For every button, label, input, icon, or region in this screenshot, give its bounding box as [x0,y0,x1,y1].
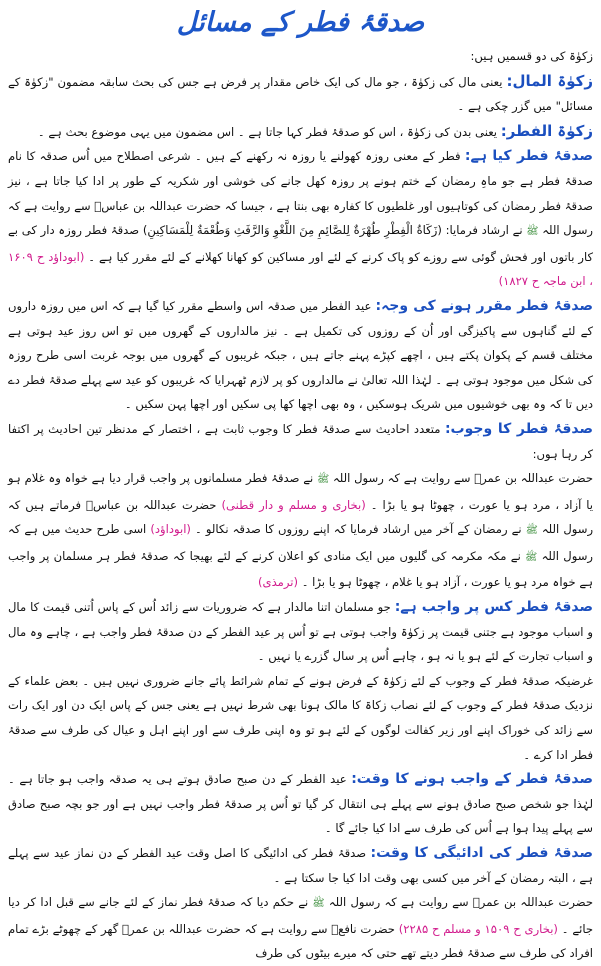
payment-heading: صدقۂ فطر کی ادائیگی کا وقت: [370,845,594,861]
obligation-hadith-paragraph [8,466,593,595]
payment-last-line: حضرت نافعؒ سے روایت ہے کہ حضرت عبداللہ بن عمرؓ گھر کے چھوٹے بڑے تمام افراد کی طرف سے صدقۂ فطر دیتے تھے حتی کہ میرے بیٹوں کی طرف [8,921,593,961]
hadith-2-part-b: نے رمضان کے آخر میں ارشاد فرمایا کہ اپنے روزوں کا صدقہ نکالو ۔ [195,522,522,537]
zakat-mal-paragraph [8,69,593,119]
hadith-1-part-b: نے صدقۂ فطر مسلمانوں پر واجب قرار دیا ہے خواہ وہ غلام ہو یا آزاد ، مرد ہو یا عورت ، چھوٹا ہو یا بڑا ۔ [8,471,594,512]
salla-icon: ﷺ [525,525,538,537]
zakat-mal-heading: زکوٰۃ المال: [506,71,594,90]
zakat-fitr-heading: زکوٰۃ الفطر: [500,121,593,140]
obligation-paragraph [8,417,593,466]
payment-hadith-reference: (بخاری ح ۱۵۰۹ و مسلم ح ۲۲۸۵) [398,921,558,936]
when-paragraph [8,767,593,841]
salla-icon: ﷺ [525,551,538,563]
hadith-2-reference: (ابوداؤد) [150,522,191,537]
payment-hadith-part-b: نے حکم دیا کہ صدقۂ فطر نماز کے لئے جانے سے قبل ادا کر دیا جائے ۔ [8,895,594,936]
what-paragraph [8,144,593,294]
whom-paragraph-2: غرضیکہ صدقۂ فطر کے وجوب کے لئے زکوٰۃ کے فرض ہونے کے تمام شرائط پائے جانے ضروری نہیں ہیں ۔ بعض علماء کے نزدیک صدقۂ فطر کے وجوب کے لئے نصاب زکاۃ کا مالک ہونا بھی شرط نہیں ہے یعنی جس کے پاس ایک دن اور ایک رات سے زائد کی خوراک اپنے اور زیر کفالت لوگوں کے لئے ہو تو وہ اپنی طرف سے اور اپنے اہل و عیال کی طرف سے صدقۂ فطر ادا کرے ۔ [8,673,593,762]
salla-icon: ﷺ [526,226,539,238]
payment-hadith-paragraph [8,890,593,966]
obligation-heading: صدقۂ فطر کا وجوب: [444,420,594,437]
what-reference: (ابوداؤد ح ۱۶۰۹ ، ابن ماجہ ح ۱۸۲۷) [8,249,593,289]
payment-hadith-part-a: حضرت عبداللہ بن عمرؓ سے روایت ہے کہ رسول اللہ [328,895,594,910]
why-heading: صدقۂ فطر مقرر ہونے کی وجہ: [375,297,594,314]
what-text-1: فطر کے معنی روزہ کھولنے یا روزہ نہ رکھنے کے ہیں ۔ شرعی اصطلاح میں اُس صدقہ کا نام صدقۂ فطر ہے جو ماہِ رمضان کے ختم ہونے پر روزہ کھل جانے کی خوشی اور شکریہ کے طور پر ادا کیا جاتا ہے ، نیز صدقۂ فطر رمضان کی کوتاہیوں اور غلطیوں کا کفارہ بھی بنتا ہے ، جیسا کہ حضرت عبداللہ بن عباسؓ سے روایت ہے کہ رسول اللہ [8,149,594,238]
when-heading: صدقۂ فطر کے واجب ہونے کا وقت: [351,771,594,788]
whom-text-1: جو مسلمان اتنا مالدار ہے کہ ضروریات سے زائد اُس کے پاس اُتنی قیمت کا مال و اسباب موجود ہے جتنی قیمت پر زکوٰۃ واجب ہوتی ہے تو اُس پر عید الفطر کے دن صدقۂ فطر واجب ہے ، چاہے وہ مال و اسباب تجارت کے لئے ہو یا نہ ہو ، چاہے اُس پر سال گزرے یا نہیں ۔ [8,600,593,664]
intro-text: زکوٰۃ کی دو قسمیں ہیں: [470,49,593,63]
zakat-fitr-text: یعنی بدن کی زکوٰۃ ، اس کو صدقۂ فطر کہا جاتا ہے ۔ اس مضمون میں یہی موضوع بحث ہے ۔ [37,124,498,139]
hadith-1-part-a: حضرت عبداللہ بن عمرؓ سے روایت ہے کہ رسول اللہ [332,471,594,486]
hadith-3-reference: (ترمذی) [257,575,299,590]
when-text: عید الفطر کے دن صبح صادق ہوتے ہی یہ صدقہ واجب ہو جاتا ہے ۔ لہٰذا جو شخص صبح صادق ہونے سے پہلے ہی انتقال کر گیا تو اُس پر صدقۂ فطر واجب نہیں ہے اور جو بچہ صبح صادق سے پہلے پیدا ہوا ہے اُس کی طرف سے ادا کیا جائے گا ۔ [8,772,593,836]
zakat-mal-text: یعنی مال کی زکوٰۃ ، جو مال کی ایک خاص مقدار پر فرض ہے جس کی بحث سابقہ مضمون "زکوٰۃ کے مسائل" میں گزر چکی ہے ۔ [8,74,593,114]
hadith-1-reference: (بخاری و مسلم و دار قطنی) [221,497,366,512]
hadith-3-part-b: نے مکہ مکرمہ کی گلیوں میں ایک منادی کو اعلان کرنے کے لئے بھیجا کہ صدقۂ فطر ہر مسلمان پر واجب ہے خواہ مرد ہو یا عورت ، آزاد ہو یا غلام ، چھوٹا ہو یا بڑا ۔ [8,548,593,590]
page-title: صدقۂ فطر کے مسائل [176,7,425,38]
whom-heading: صدقۂ فطر کس پر واجب ہے: [394,599,593,616]
salla-icon: ﷺ [312,898,325,910]
hadith-3-part-a: اسی طرح حدیث میں ہے کہ رسول اللہ [8,522,594,563]
zakat-fitr-paragraph [8,119,593,145]
hadith-2-part-a: حضرت عبداللہ بن عباسؓ فرماتے ہیں کہ رسول اللہ [8,497,594,537]
what-text-2: نے ارشاد فرمایا: (زَكَاةُ الْفِطْرِ طُهْرَةٌ لِلصَّائِمِ مِنَ اللَّغْوِ وَالرَّفَثِ وَطُعْمَةٌ لِلْمَسَاكِينِ) صدقۂ فطر روزہ دار کی بے کار باتوں اور فحش گوئی سے روزے کو پاک کرنے کے لئے اور مساکین کو کھانا کھلانے کے لئے مقرر کیا ہے ۔ [8,223,594,264]
salla-icon: ﷺ [317,474,330,486]
payment-text: صدقۂ فطر کی ادائیگی کا اصل وقت عید الفطر کے دن نماز عید سے پہلے ہے ، البتہ رمضان کے آخر میں کسی بھی وقت ادا کیا جا سکتا ہے ۔ [8,846,593,885]
what-heading: صدقۂ فطر کیا ہے: [464,148,593,165]
whom-paragraph [8,595,593,669]
obligation-intro: متعدد احادیث سے صدقۂ فطر کا وجوب ثابت ہے ، اختصار کے مدنظر تین احادیث پر اکتفا کر رہا ہوں: [8,421,593,461]
payment-paragraph [8,841,593,890]
why-text: عید الفطر میں صدقہ اس واسطے مقرر کیا گیا ہے کہ اس میں روزہ داروں کے لئے گناہوں سے پاکیزگی اور اُن کے روزوں کی تکمیل ہے ۔ نیز مالداروں کے گھروں میں تو اس روز عید ہوتی ہے مختلف قسم کے پکوان پکتے ہیں ، اچھے کپڑے پہنے جاتے ہیں ، جبکہ غریبوں کے گھروں میں بوجہ غربت اسی طرح روزہ کی شکل میں موجود ہوتی ہے ۔ لہٰذا اللہ تعالیٰ نے مالداروں کو پر لازم ٹھہرایا کہ غریبوں کو عید سے پہلے صدقۂ فطر دے دیں تا کہ وہ بھی خوشیوں میں شریک ہوسکیں ، وہ بھی اچھا کھا پی سکیں اور اچھا پہن سکیں ۔ [8,298,594,412]
why-paragraph [8,294,593,417]
